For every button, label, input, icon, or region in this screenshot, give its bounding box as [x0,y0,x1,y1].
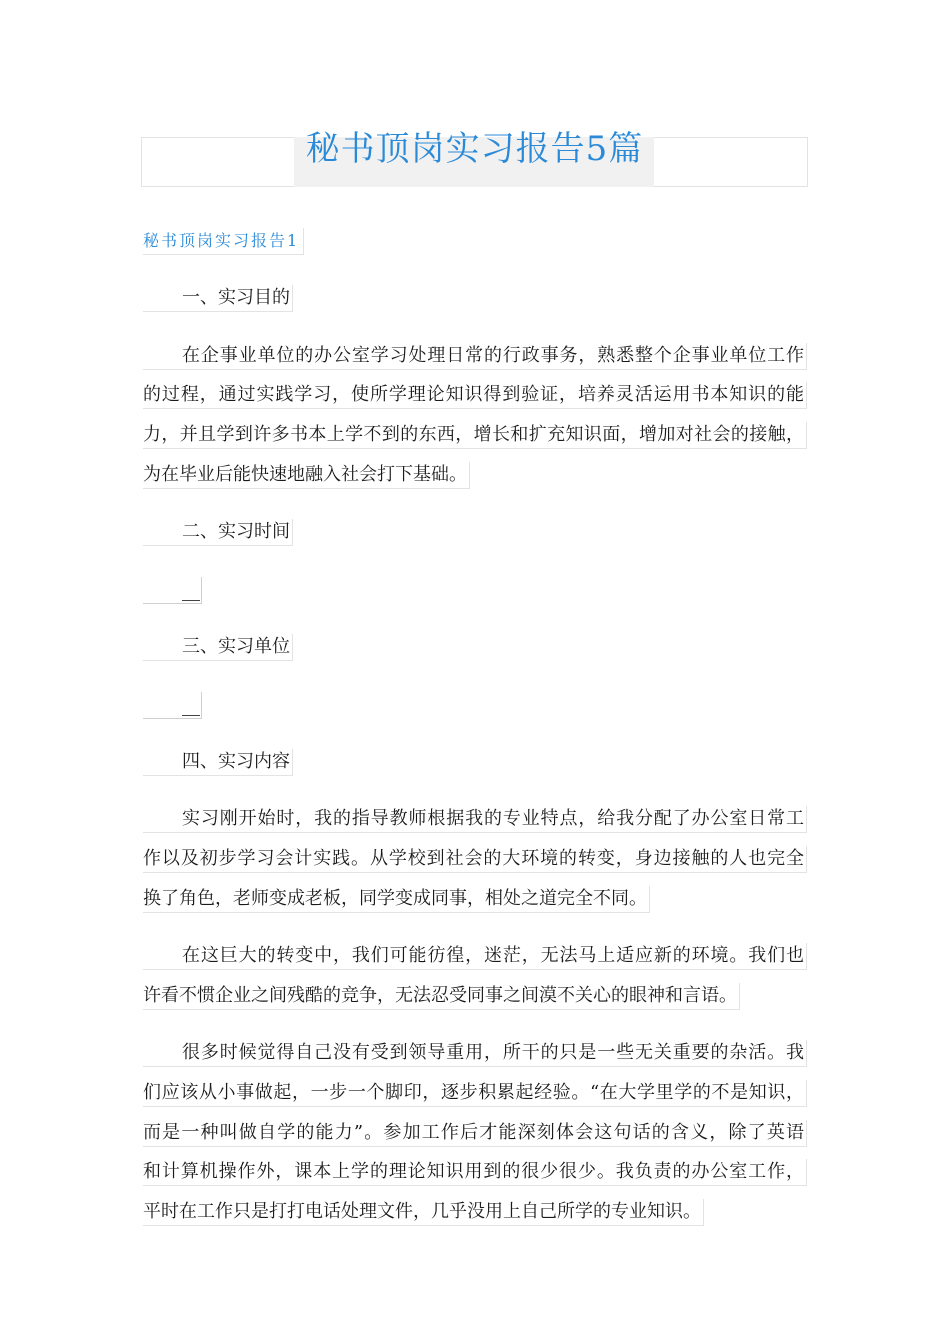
content-line: 实习刚开始时，我的指导教师根据我的专业特点，给我分配了办公室日常工 [143,806,807,833]
content-line: 在这巨大的转变中，我们可能彷徨，迷茫，无法马上适应新的环境。我们也 [143,943,807,970]
content-line: 和计算机操作外，课本上学的理论知识用到的很少很少。我负责的办公室工作， [143,1159,807,1186]
content-line: 很多时候觉得自己没有受到领导重用，所干的只是一些无关重要的杂活。我 [143,1040,807,1067]
purpose-line: 在企事业单位的办公室学习处理日常的行政事务，熟悉整个企事业单位工作 [143,343,807,370]
content-line: 作以及初步学习会计实践。从学校到社会的大环境的转变，身边接触的人也完全 [143,846,807,873]
report-subtitle: 秘书顶岗实习报告1 [143,228,304,255]
content-line: 们应该从小事做起，一步一个脚印，逐步积累起经验。“在大学里学的不是知识， [143,1080,807,1107]
heading-purpose: 一、实习目的 [143,285,293,312]
heading-unit: 三、实习单位 [143,634,293,661]
heading-time: 二、实习时间 [143,519,293,546]
content-line: 许看不惯企业之间残酷的竞争，无法忍受同事之间漠不关心的眼神和言语。 [143,983,740,1010]
purpose-line: 为在毕业后能快速地融入社会打下基础。 [143,462,470,489]
content-line: 换了角色，老师变成老板，同学变成同事，相处之道完全不同。 [143,886,650,913]
content-line: 而是一种叫做自学的能力”。参加工作后才能深刻体会这句话的含义，除了英语 [143,1120,807,1147]
content-line: 平时在工作只是打打电话处理文件，几乎没用上自己所学的专业知识。 [143,1199,704,1226]
purpose-line: 的过程，通过实践学习，使所学理论知识得到验证，培养灵活运用书本知识的能 [143,382,807,409]
blank-unit-field [143,692,202,719]
purpose-line: 力，并且学到许多书本上学不到的东西，增长和扩充知识面，增加对社会的接触， [143,422,807,449]
blank-time-field [143,577,202,604]
heading-content: 四、实习内容 [143,749,293,776]
document-title: 秘书顶岗实习报告5篇 [305,129,644,169]
